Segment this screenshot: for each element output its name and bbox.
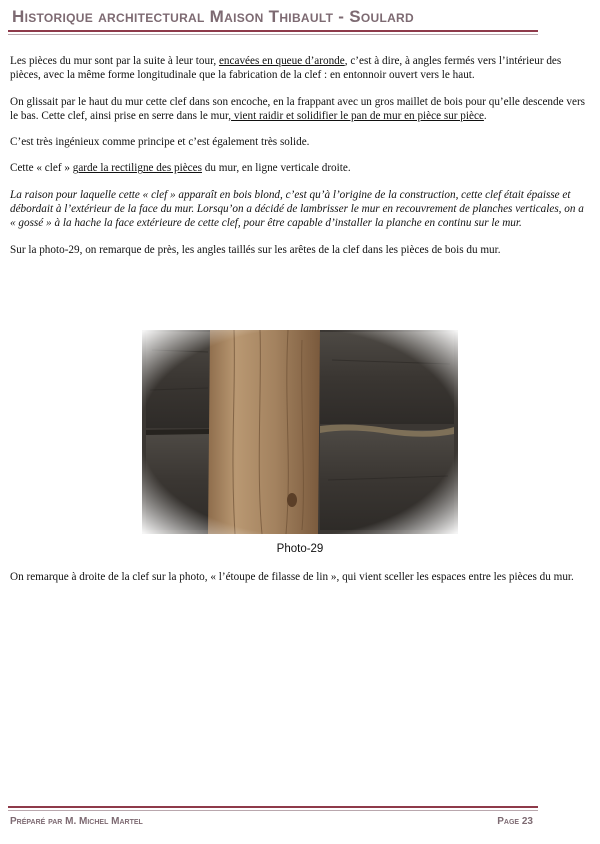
header-title: Historique architectural Maison Thibault - Soulard [12, 7, 414, 26]
document-body-continued [10, 570, 590, 596]
header-rule-dark [8, 30, 538, 32]
header-rule-light [8, 34, 538, 35]
footer-author: Préparé par M. Michel Martel [10, 816, 143, 827]
paragraph-1: Les pièces du mur sont par la suite à leur tour, encavées en queue d’aronde, c’est à dire, à angles fermés vers l’intérieur des pièces, avec la même forme longitudinale que la fabrication de la clef : en entonnoir ouvert vers le haut. [10, 55, 562, 82]
photo-29-image [142, 330, 458, 534]
paragraph-6: Sur la photo-29, on remarque de près, les angles taillés sur les arêtes de la clef dans les pièces de bois du mur. [10, 243, 501, 256]
paragraph-4: Cette « clef » garde la rectiligne des pièces du mur, en ligne verticale droite. [10, 162, 351, 175]
paragraph-3: C’est très ingénieux comme principe et c’est également très solide. [10, 136, 310, 149]
paragraph-5-italic: La raison pour laquelle cette « clef » apparaît en bois blond, c’est qu’à l’origine de la construction, cette clef était épaisse et débordait à l’extérieur de la face du mur. Lorsqu’on a décidé de lambrisser le mur en recouvrement de planches verticales, on a « gossé » à la hache la face extérieure de cette clef, pour être capable d’installer la planche en continu sur le mur. [10, 188, 584, 230]
photo-caption: Photo-29 [276, 543, 324, 555]
footer-page-number: Page 23 [497, 816, 533, 827]
footer-rule-dark [8, 806, 538, 808]
footer-rule-light [8, 810, 538, 811]
underlined-phrase: encavées en queue d’aronde [218, 55, 345, 67]
paragraph-2: On glissait par le haut du mur cette clef dans son encoche, en la frappant avec un gros maillet de bois pour qu’elle descende vers le bas. Cette clef, ainsi prise en serre dans le mur, vient raidir et solidifier le pan de mur en pièce sur pièce. [10, 95, 586, 122]
document-body [10, 54, 590, 269]
paragraph-7: On remarque à droite de la clef sur la photo, « l’étoupe de filasse de lin », qui vient sceller les espaces entre les pièces du mur. [10, 571, 574, 583]
underlined-phrase: vient raidir et solidifier le pan de mur en pièce sur pièce [231, 109, 484, 122]
underlined-phrase: garde la rectiligne des pièces [72, 162, 202, 175]
